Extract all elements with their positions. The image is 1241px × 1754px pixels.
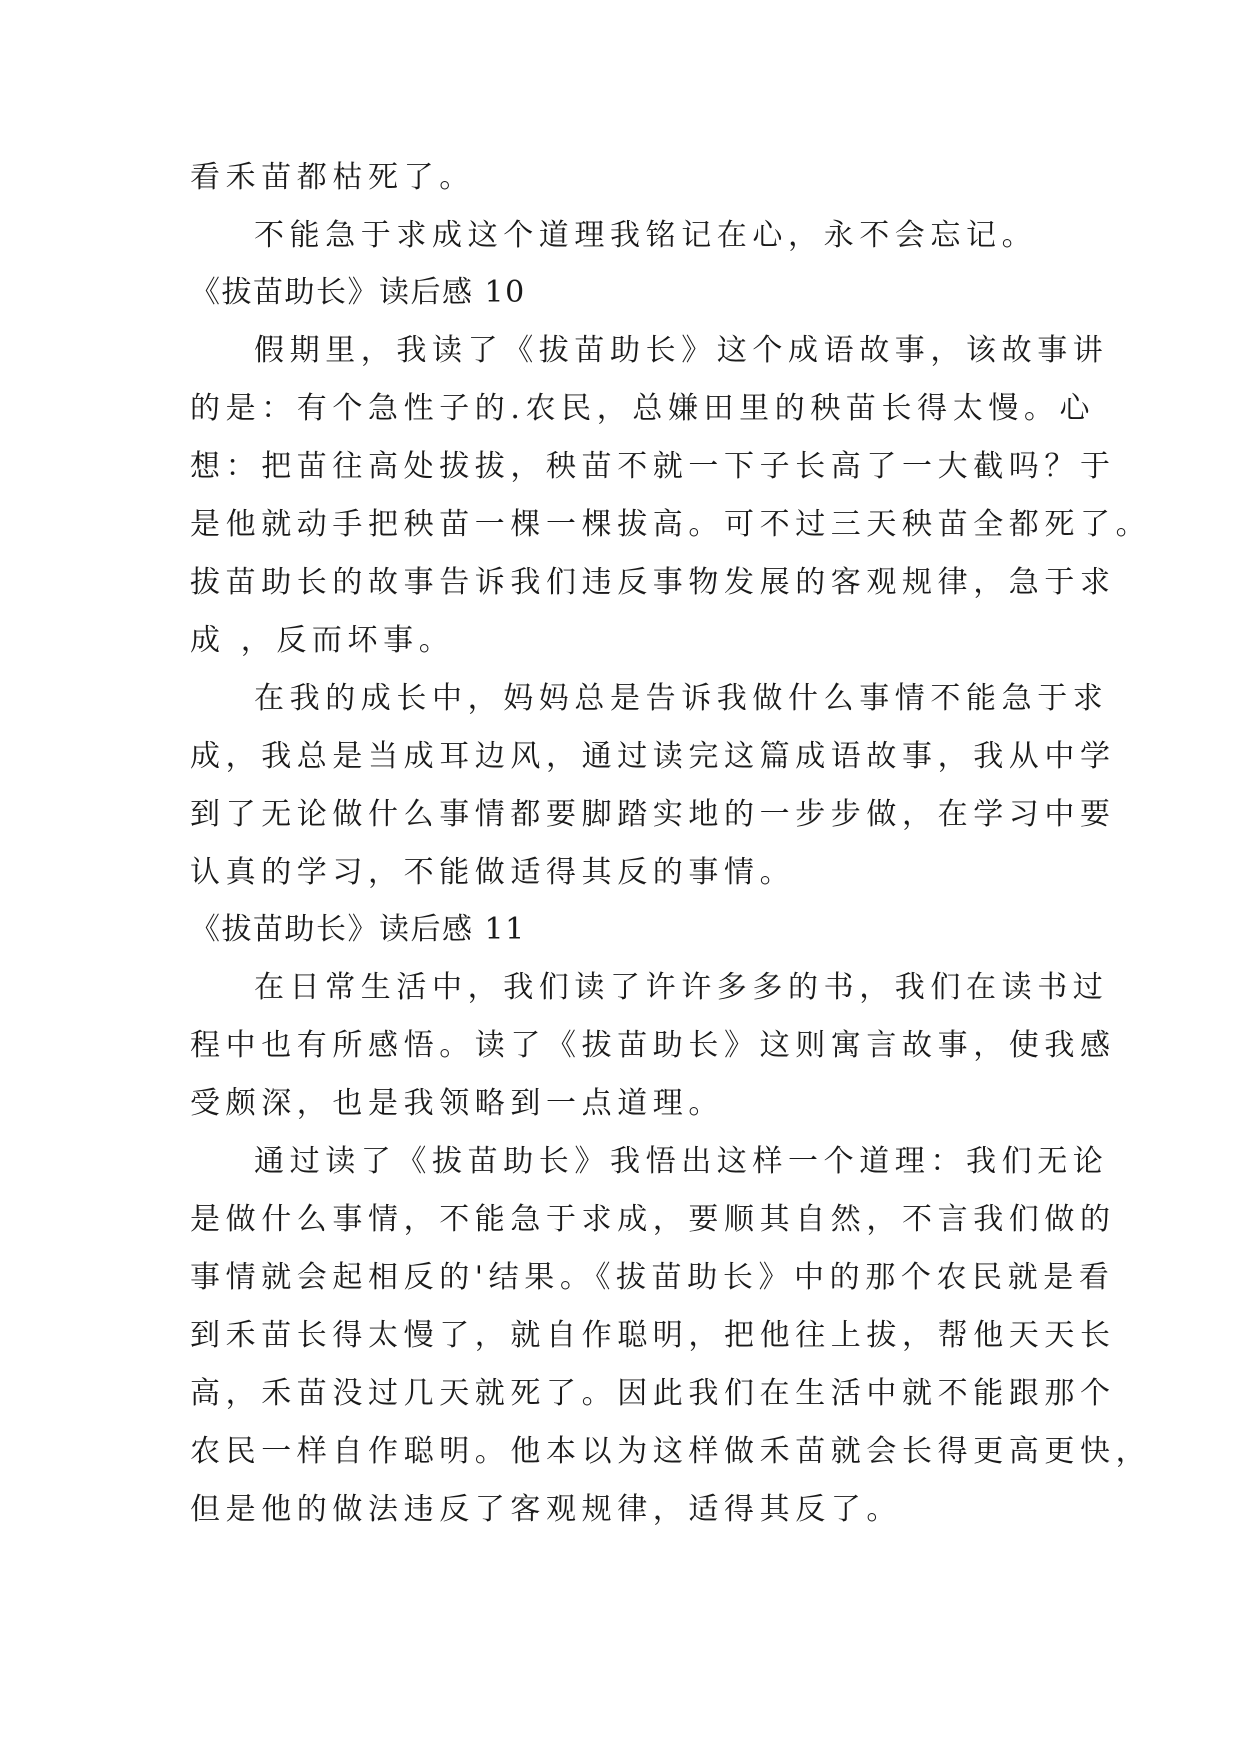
section-heading: 《拔苗助长》读后感 11 xyxy=(190,912,526,947)
section-heading: 《拔苗助长》读后感 10 xyxy=(190,275,526,310)
text-line: 认真的学习，不能做适得其反的事情。 xyxy=(190,855,796,890)
text-line: 假期里，我读了《拔苗助长》这个成语故事，该故事讲 xyxy=(254,333,1109,368)
text-line: 成 ，反而坏事。 xyxy=(190,623,455,658)
text-line: 农民一样自作聪明。他本以为这样做禾苗就会长得更高更快， xyxy=(190,1434,1152,1469)
text-line: 是做什么事情，不能急于求成，要顺其自然，不言我们做的 xyxy=(190,1202,1116,1237)
text-line: 在日常生活中，我们读了许许多多的书，我们在读书过 xyxy=(254,970,1109,1005)
text-line: 事情就会起相反的'结果。《拔苗助长》中的那个农民就是看 xyxy=(190,1260,1115,1295)
text-line: 想：把苗往高处拔拔，秧苗不就一下子长高了一大截吗？于 xyxy=(190,449,1116,484)
text-line: 成，我总是当成耳边风，通过读完这篇成语故事，我从中学 xyxy=(190,739,1116,774)
text-line: 到了无论做什么事情都要脚踏实地的一步步做，在学习中要 xyxy=(190,797,1116,832)
text-line: 看禾苗都枯死了。 xyxy=(190,160,475,195)
text-line: 到禾苗长得太慢了，就自作聪明，把他往上拔，帮他天天长 xyxy=(190,1318,1116,1353)
text-line: 受颇深，也是我领略到一点道理。 xyxy=(190,1086,724,1121)
text-line: 的是：有个急性子的.农民，总嫌田里的秧苗长得太慢。心 xyxy=(190,391,1096,426)
text-line: 但是他的做法违反了客观规律，适得其反了。 xyxy=(190,1492,902,1527)
text-line: 在我的成长中，妈妈总是告诉我做什么事情不能急于求 xyxy=(254,681,1109,716)
text-line: 通过读了《拔苗助长》我悟出这样一个道理：我们无论 xyxy=(254,1144,1109,1179)
text-line: 拔苗助长的故事告诉我们违反事物发展的客观规律，急于求 xyxy=(190,565,1116,600)
text-line: 是他就动手把秧苗一棵一棵拔高。可不过三天秧苗全都死了。 xyxy=(190,507,1152,542)
text-line: 程中也有所感悟。读了《拔苗助长》这则寓言故事，使我感 xyxy=(190,1028,1116,1063)
text-line: 高，禾苗没过几天就死了。因此我们在生活中就不能跟那个 xyxy=(190,1376,1116,1411)
text-line: 不能急于求成这个道理我铭记在心，永不会忘记。 xyxy=(254,218,1038,253)
